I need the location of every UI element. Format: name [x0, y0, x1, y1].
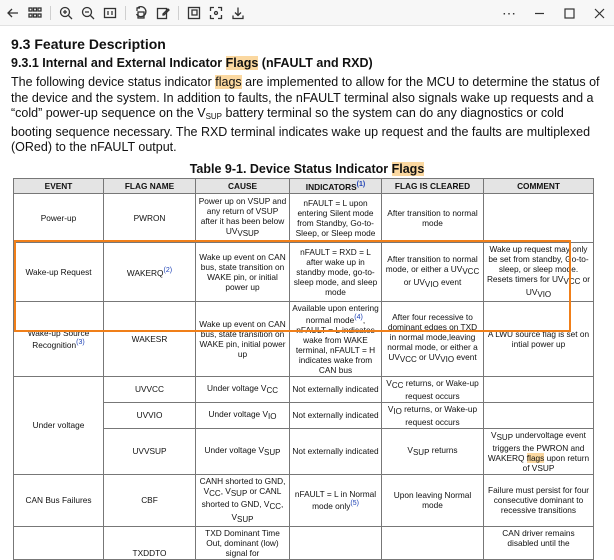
- subscript: CC: [209, 488, 221, 498]
- back-arrow-icon[interactable]: [2, 2, 24, 24]
- cell-text: or UV: [403, 276, 425, 287]
- toolbar-divider: [178, 6, 179, 20]
- zoom-in-icon[interactable]: [55, 2, 77, 24]
- cell-text: V: [407, 444, 413, 455]
- subscript: IO: [393, 406, 402, 416]
- device-status-table: [13, 178, 594, 560]
- table-row: [14, 301, 594, 376]
- cell-indicators: nFAULT = L upon entering Silent mode from Standby, Go-to-Sleep, or Sleep mode: [290, 193, 382, 242]
- search-highlight: flags: [215, 75, 242, 89]
- subscript: VIO: [537, 289, 552, 299]
- subscript: VIO: [440, 355, 455, 365]
- header-indicators: [290, 178, 382, 193]
- cell-text: V: [491, 429, 497, 440]
- cell-comment: [484, 402, 594, 428]
- table-title: [11, 162, 603, 177]
- paragraph-text: are implemented to allow for the MCU to determine the status of the device and the system. In addition to faults, the nFAULT terminal also signals wake up requests and a “cold” power-up sequence on the V: [11, 75, 600, 121]
- fit-page-icon[interactable]: [99, 2, 121, 24]
- footnote-link[interactable]: (1): [356, 180, 366, 188]
- cell-comment: [484, 193, 594, 242]
- paragraph-text: battery terminal so the system can do any diagnostics or cold booting sequence necessary. The RXD terminal indicates wake up request and the faults are multiplexed (ORed) to the nFAULT output.: [11, 106, 591, 155]
- cell-cleared: Upon leaving Normal mode: [382, 474, 484, 526]
- save-icon[interactable]: [227, 2, 249, 24]
- cell-text: After four recessive to dominant edges on TXD in normal mode,leaving normal mode, or either a UV: [387, 312, 478, 363]
- subscript: VIO: [424, 279, 439, 289]
- subscript: SUP: [205, 112, 223, 122]
- cell-cleared: [382, 428, 484, 474]
- cell-comment: [484, 242, 594, 301]
- search-highlight: Flags: [225, 56, 259, 70]
- cell-text: Under voltage V: [204, 444, 265, 455]
- cell-text: nFAULT = L in Normal mode only: [294, 489, 377, 512]
- subscript: CC: [269, 501, 282, 511]
- cell-flag: UVVSUP: [104, 428, 196, 474]
- viewer-toolbar: [0, 0, 614, 26]
- cell-text: undervoltage event triggers the PWRON and WAKERQ: [487, 429, 586, 463]
- subscript: SUP: [496, 432, 514, 442]
- subsection-title-pre: 9.3.1 Internal and External Indicator: [11, 56, 226, 70]
- subscript: SUP: [264, 447, 281, 457]
- cell-cause: TXD Dominant Time Out, dominant (low) signal for: [196, 526, 290, 559]
- subscript: SUP: [412, 447, 430, 457]
- cell-cause: [196, 428, 290, 474]
- cell-text: event: [454, 352, 477, 363]
- table-row: [14, 526, 594, 559]
- cell-event: Power-up: [14, 193, 104, 242]
- cell-text: Under voltage V: [206, 382, 267, 393]
- cell-comment: CAN driver remains disabled until the: [484, 526, 594, 559]
- table-row: [14, 474, 594, 526]
- header-indicators-label: INDICATORS: [305, 181, 357, 192]
- subscript: IO: [268, 411, 277, 421]
- cell-text: CANH shorted to GND, V: [199, 475, 286, 496]
- table-row: [14, 193, 594, 242]
- cell-indicators: nFAULT = RXD = L after wake up in standby mode, go-to-sleep mode, and sleep mode: [290, 242, 382, 301]
- cell-text: Power up on VSUP and any return of VSUP after it has been below UV: [198, 196, 287, 237]
- cell-flag: UVVCC: [104, 376, 196, 402]
- cell-flag: PWRON: [104, 193, 196, 242]
- cell-indicators: [290, 526, 382, 559]
- zoom-out-icon[interactable]: [77, 2, 99, 24]
- table-title-pre: Table 9-1. Device Status Indicator: [189, 161, 392, 176]
- toolbar-divider: [125, 6, 126, 20]
- cell-text: Wake-up Source Recognition: [27, 327, 90, 350]
- footnote-link[interactable]: (2): [163, 266, 173, 274]
- subscript: VCC: [462, 266, 480, 276]
- cell-text: Available upon entering normal mode: [292, 302, 379, 325]
- close-icon[interactable]: [584, 0, 614, 26]
- search-highlight: Flags: [391, 161, 425, 176]
- header-cause: CAUSE: [196, 178, 290, 193]
- subscript: SUP: [230, 488, 248, 498]
- subsection-title-post: (nFAULT and RXD): [258, 56, 373, 70]
- header-flag-cleared: FLAG IS CLEARED: [382, 178, 484, 193]
- cell-flag: TXDDTO: [104, 526, 196, 559]
- paragraph-text: The following device status indicator: [11, 75, 216, 89]
- subscript: SUP: [237, 514, 254, 524]
- cell-text: Wake up request may only be set from standby, Go-to-sleep, or sleep mode. Resets timers for UV: [486, 243, 589, 284]
- window-controls: [494, 0, 614, 26]
- cell-event: Wake-up Request: [14, 242, 104, 301]
- toolbar-divider: [50, 6, 51, 20]
- fullscreen-icon[interactable]: [205, 2, 227, 24]
- cell-event: CAN Bus Failures: [14, 474, 104, 526]
- cell-flag: [104, 242, 196, 301]
- search-highlight: flags: [526, 452, 545, 463]
- subscript: VCC: [399, 355, 417, 365]
- cell-flag: CBF: [104, 474, 196, 526]
- cell-text: returns: [429, 444, 458, 455]
- cell-event: [14, 526, 104, 559]
- footnote-link[interactable]: (5): [350, 500, 359, 508]
- header-event: EVENT: [14, 178, 104, 193]
- cell-text: , nFAULT = L indicates wake from WAKE terminal, nFAULT = H indicates wake from CAN bus: [295, 314, 376, 375]
- subscript: VCC: [563, 276, 581, 286]
- cell-cleared: [382, 376, 484, 402]
- cell-text: returns, or Wake-up request occurs: [403, 377, 479, 401]
- cell-event: Under voltage: [14, 376, 104, 474]
- cell-indicators: Not externally indicated: [290, 376, 382, 402]
- cell-flag: WAKESR: [104, 301, 196, 376]
- cell-text: WAKERQ: [126, 267, 164, 278]
- cell-text: event: [438, 276, 462, 287]
- cell-cause: [196, 474, 290, 526]
- cell-text: or CANL shorted to GND, V: [201, 485, 282, 509]
- cell-cause: Wake up event on CAN bus, state transition on WAKE pin, or initial power up: [196, 242, 290, 301]
- section-title: 9.3 Feature Description: [11, 36, 166, 52]
- cell-comment: [484, 376, 594, 402]
- cell-text: After transition to normal mode, or either a UV: [385, 253, 478, 274]
- table-header-row: [14, 178, 594, 193]
- cell-comment: A LWU source flag is set on intial power up: [484, 301, 594, 376]
- subsection-title: [11, 55, 603, 71]
- cell-cleared: [382, 301, 484, 376]
- edit-icon[interactable]: [152, 2, 174, 24]
- header-flag-name: FLAG NAME: [104, 178, 196, 193]
- cell-text: returns, or Wake-up request occurs: [401, 403, 478, 427]
- cell-text: or UV: [525, 273, 591, 297]
- cell-cleared: [382, 526, 484, 559]
- subscript: CC: [391, 380, 404, 390]
- cell-cause: [196, 402, 290, 428]
- footnote-link[interactable]: (4): [354, 313, 363, 321]
- thumbnails-icon[interactable]: [24, 2, 46, 24]
- description-paragraph: [11, 75, 603, 156]
- cell-event: [14, 301, 104, 376]
- table-row: [14, 242, 594, 301]
- cell-cause: [196, 376, 290, 402]
- document-page: [11, 36, 603, 560]
- crop-icon[interactable]: [183, 2, 205, 24]
- header-comment: COMMENT: [484, 178, 594, 193]
- cell-comment: [484, 428, 594, 474]
- cell-indicators: Not externally indicated: [290, 402, 382, 428]
- cell-text: , V: [220, 485, 231, 496]
- cell-text: or UV: [416, 352, 441, 363]
- cell-indicators: [290, 474, 382, 526]
- maximize-icon[interactable]: [554, 0, 584, 26]
- cell-text: upon return of VSUP: [522, 452, 590, 473]
- rotate-icon[interactable]: [130, 2, 152, 24]
- subscript: VSUP: [237, 229, 260, 239]
- table-row: [14, 376, 594, 402]
- footnote-link[interactable]: (3): [76, 338, 85, 346]
- more-options-icon[interactable]: ⋯: [502, 4, 516, 21]
- cell-text: V: [387, 403, 394, 414]
- cell-text: , V: [231, 498, 284, 522]
- cell-cleared: [382, 242, 484, 301]
- cell-indicators: [290, 301, 382, 376]
- cell-cause: [196, 193, 290, 242]
- cell-indicators: Not externally indicated: [290, 428, 382, 474]
- minimize-icon[interactable]: [524, 0, 554, 26]
- cell-flag: UVVIO: [104, 402, 196, 428]
- cell-text: V: [386, 377, 392, 388]
- subscript: CC: [266, 385, 279, 395]
- cell-comment: Failure must persist for four consecutive dominant to recessive transitions: [484, 474, 594, 526]
- cell-cleared: After transition to normal mode: [382, 193, 484, 242]
- cell-cleared: [382, 402, 484, 428]
- cell-text: Under voltage V: [208, 408, 269, 419]
- cell-cause: Wake up event on CAN bus, state transition on WAKE pin, initial power up: [196, 301, 290, 376]
